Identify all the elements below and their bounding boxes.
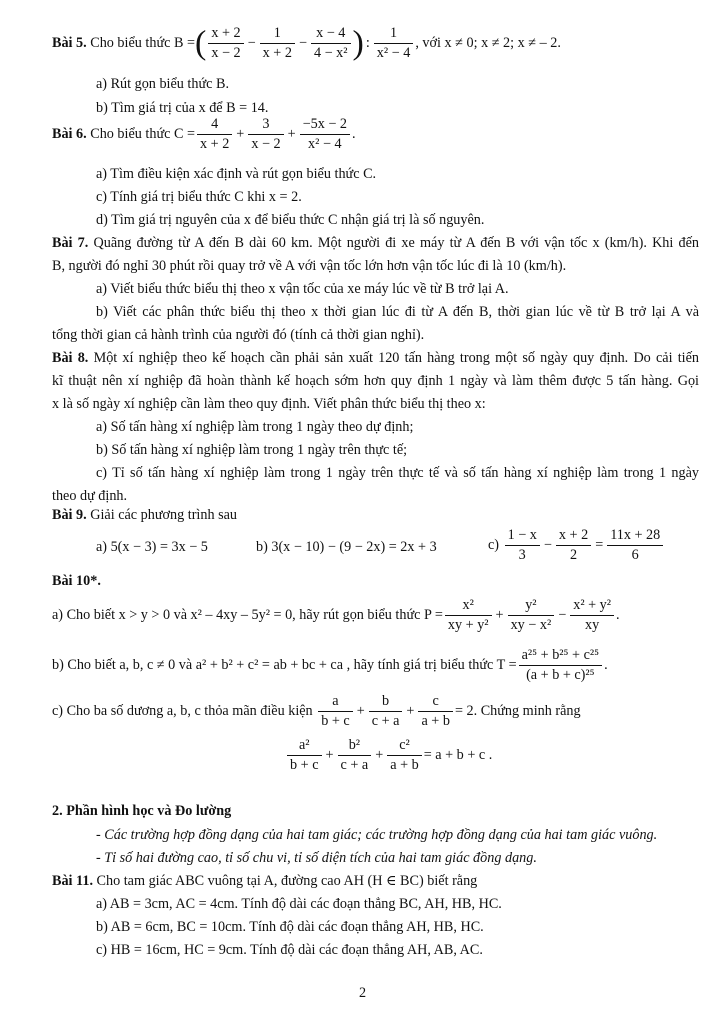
bai7-b2: tổng thời gian cả hành trình của người đó (tính cả thời gian nghỉ). bbox=[52, 327, 425, 343]
bai5-intro: Cho biểu thức bbox=[90, 34, 171, 51]
fraction: $\frac{-5x - 2}{\text{x² − 4}}$ bbox=[300, 116, 350, 153]
fraction: $\frac{\text{c²}}{a + b}$ bbox=[387, 737, 422, 774]
bai9-c: c) $\frac{1 - x}{3}$ − $\frac{x + 2}{2}$ = $\frac{11x + 28}{6}$ bbox=[488, 527, 665, 564]
bai9-title: Bài 9. bbox=[52, 507, 87, 523]
bai11-statement: Bài 11. Cho tam giác ABC vuông tại A, đường cao AH (H ∈ BC) biết rằng bbox=[52, 873, 478, 889]
fraction: $\frac{3}{x - 2}$ bbox=[248, 116, 283, 153]
bai7-line1: Bài 7. Quãng đường từ A đến B dài 60 km. Một người đi xe máy từ A đến B với vận tốc x (km/h). Khi đến bbox=[52, 235, 700, 251]
bai11-a: a) AB = 3cm, AC = 4cm. Tính độ dài các đoạn thẳng BC, AH, HB, HC. bbox=[96, 896, 502, 912]
fraction: $\frac{1 - x}{3}$ bbox=[505, 527, 540, 564]
bai8-line2: kĩ thuật nên xí nghiệp đã hoàn thành kế hoạch sớm hơn quy định 1 ngày và làm thêm được 5 tấn hàng. Gọi bbox=[52, 373, 699, 389]
fraction: $\frac{11x + 28}{6}$ bbox=[607, 527, 663, 564]
bai11-c: c) HB = 16cm, HC = 9cm. Tính độ dài các đoạn thẳng AH, AB, AC. bbox=[96, 942, 483, 958]
bai10-a: a) Cho biết x > y > 0 và x² – 4xy – 5y² = 0, hãy rút gọn biểu thức P = $\frac{\text{x²}}{\text{xy + y²}}$ + $\frac{\text{y²}}{\text{xy − x²}}$ − $\frac{\text{x² + y²}}{xy}$ . bbox=[52, 597, 620, 633]
bai5-b: b) Tìm giá trị của x để B = 14. bbox=[96, 100, 269, 116]
bai7-title: Bài 7. bbox=[52, 235, 89, 251]
fraction: $\frac{x + 2}{x - 2}$ bbox=[208, 25, 243, 62]
bai9-statement: Bài 9. Giải các phương trình sau bbox=[52, 507, 238, 523]
bai5-a: a) Rút gọn biểu thức B. bbox=[96, 76, 229, 92]
bai6-c: c) Tính giá trị biểu thức C khi x = 2. bbox=[96, 189, 302, 205]
paren-left-icon: ( bbox=[195, 24, 207, 62]
bai8-line3: x là số ngày xí nghiệp cần làm theo quy định. Viết phân thức biểu thị theo x: bbox=[52, 396, 486, 412]
bai7-a: a) Viết biểu thức biểu thị theo x vận tốc của xe máy lúc về từ B trở lại A. bbox=[96, 281, 509, 297]
fraction: $\frac{1}{\text{x² − 4}}$ bbox=[374, 25, 414, 62]
fraction: $\frac{\text{b²}}{c + a}$ bbox=[338, 737, 372, 774]
bai6-lhs: C = bbox=[173, 125, 195, 142]
fraction: $\frac{1}{x + 2}$ bbox=[260, 25, 295, 62]
bai7-line2: B, người đó nghỉ 30 phút rồi quay trở về A với vận tốc lớn hơn vận tốc lúc đi là 10 (km/h). bbox=[52, 258, 567, 274]
bai11-title: Bài 11. bbox=[52, 873, 93, 889]
bai5-statement: Bài 5. Cho biểu thức B =( $\frac{x + 2}{x - 2}$ − $\frac{1}{x + 2}$ − $\frac{x - 4}{\text{4 − x²}}$ ) : $\frac{1}{\text{x² − 4}}$ , với x ≠ 0; x ≠ 2; x ≠ – 2. bbox=[52, 24, 561, 62]
bai8-line1: Bài 8. Một xí nghiệp theo kế hoạch cần phải sản xuất 120 tấn hàng trong một số ngày quy định. Do cải tiến bbox=[52, 350, 700, 366]
bai11-b: b) AB = 6cm, BC = 10cm. Tính độ dài các đoạn thẳng AH, HB, HC. bbox=[96, 919, 484, 935]
bai6-intro: Cho biểu thức bbox=[90, 125, 171, 142]
fraction: $\frac{4}{x + 2}$ bbox=[197, 116, 232, 153]
geometry-note-1: - Các trường hợp đồng dạng của hai tam giác; các trường hợp đồng dạng của hai tam giác vuông. bbox=[96, 827, 658, 843]
bai10-c: c) Cho ba số dương a, b, c thỏa mãn điều kiện $\frac{a}{b + c}$ + $\frac{b}{c + a}$ + $\frac{c}{a + b}$ = 2. Chứng minh rằng bbox=[52, 693, 581, 729]
fraction: $\frac{a}{b + c}$ bbox=[318, 693, 353, 730]
bai10-title: Bài 10*. bbox=[52, 573, 101, 589]
fraction: $\frac{x + 2}{2}$ bbox=[556, 527, 591, 564]
bai6-statement: Bài 6. Cho biểu thức C = $\frac{4}{x + 2}$ + $\frac{3}{x - 2}$ + $\frac{-5x - 2}{\text{x² − 4}}$ . bbox=[52, 116, 356, 152]
bai5-title: Bài 5. bbox=[52, 34, 87, 51]
fraction: $\frac{\text{a²}}{b + c}$ bbox=[287, 737, 322, 774]
fraction: $\frac{\text{y²}}{\text{xy − x²}}$ bbox=[508, 597, 555, 634]
fraction: $\frac{\text{x²}}{\text{xy + y²}}$ bbox=[445, 597, 492, 634]
bai10-c-identity: $\frac{\text{a²}}{b + c}$ + $\frac{\text{b²}}{c + a}$ + $\frac{\text{c²}}{a + b}$ = a + b + c . bbox=[285, 737, 492, 774]
bai8-b: b) Số tấn hàng xí nghiệp làm trong 1 ngày trên thực tế; bbox=[96, 442, 408, 458]
bai8-a: a) Số tấn hàng xí nghiệp làm trong 1 ngày theo dự định; bbox=[96, 419, 414, 435]
bai9-a: a) 5(x − 3) = 3x − 5 bbox=[96, 539, 208, 555]
fraction: $\frac{\text{x² + y²}}{xy}$ bbox=[570, 597, 614, 634]
bai6-title: Bài 6. bbox=[52, 125, 87, 142]
page-number: 2 bbox=[358, 985, 367, 1001]
fraction: $\frac{b}{c + a}$ bbox=[369, 693, 403, 730]
bai9-b: b) 3(x − 10) − (9 − 2x) = 2x + 3 bbox=[256, 539, 437, 555]
bai7-b1: b) Viết các phân thức biểu thị theo x thời gian lúc đi từ A đến B, thời gian lúc về từ B trở lại A và bbox=[96, 304, 699, 320]
fraction: $\frac{x - 4}{\text{4 − x²}}$ bbox=[311, 25, 351, 62]
geometry-note-2: - Tỉ số hai đường cao, tỉ số chu vi, tỉ số diện tích của hai tam giác đồng dạng. bbox=[96, 850, 537, 866]
paren-right-icon: ) bbox=[352, 24, 364, 62]
bai5-lhs: B = bbox=[173, 34, 195, 51]
fraction: $\frac{\text{a²⁵ + b²⁵ + c²⁵}}{\text{(a + b + c)²⁵}}$ bbox=[519, 647, 602, 684]
bai10-b: b) Cho biết a, b, c ≠ 0 và a² + b² + c² = ab + bc + ca , hãy tính giá trị biểu thức T = $\frac{\text{a²⁵ + b²⁵ + c²⁵}}{\text{(a + b + c)²⁵}}$ . bbox=[52, 647, 608, 683]
bai8-title: Bài 8. bbox=[52, 350, 89, 366]
bai8-c1: c) Tỉ số tấn hàng xí nghiệp làm trong 1 ngày trên thực tế và số tấn hàng xí nghiệp làm trong 1 ngày bbox=[96, 465, 699, 481]
geometry-heading: 2. Phần hình học và Đo lường bbox=[52, 803, 232, 819]
bai5-condition: , với x ≠ 0; x ≠ 2; x ≠ – 2. bbox=[415, 34, 561, 51]
bai6-a: a) Tìm điều kiện xác định và rút gọn biểu thức C. bbox=[96, 166, 377, 182]
bai6-d: d) Tìm giá trị nguyên của x để biểu thức C nhận giá trị là số nguyên. bbox=[96, 212, 485, 228]
bai8-c2: theo dự định. bbox=[52, 488, 128, 504]
fraction: $\frac{c}{a + b}$ bbox=[418, 693, 453, 730]
